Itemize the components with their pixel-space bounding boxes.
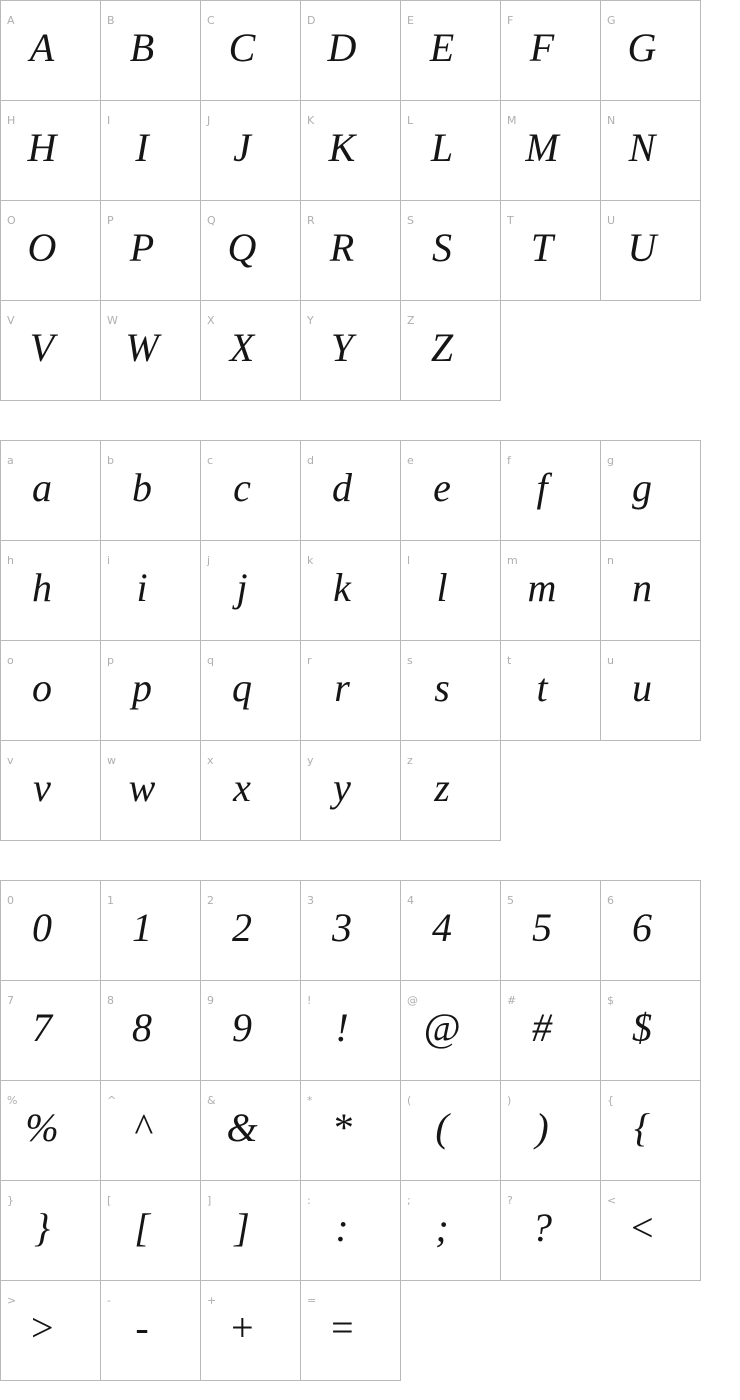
glyph-cell [201,741,301,841]
cell-label: u [607,654,614,667]
cell-label: b [107,454,114,467]
cell-glyph: k [333,565,351,610]
cell-glyph: z [434,765,450,810]
glyph-cell [501,1181,601,1281]
cell-glyph: + [228,1305,256,1350]
glyph-cell [301,201,401,301]
cell-label: ] [207,1194,212,1207]
cell-label: A [7,14,15,27]
glyph-cell [501,981,601,1081]
cell-label: O [7,214,16,227]
cell-glyph: T [530,225,554,270]
cell-label: p [107,654,114,667]
cell-glyph: C [228,25,256,70]
cell-label: e [407,454,414,467]
cell-label: [ [107,1194,112,1207]
cell-glyph: l [436,565,448,610]
cell-glyph: < [628,1205,656,1250]
glyph-cell [401,201,501,301]
cell-label: * [307,1094,313,1107]
cell-glyph: J [233,125,251,170]
glyph-cell [501,441,601,541]
cell-label: G [607,14,616,27]
cell-label: r [307,654,312,667]
glyph-cell [401,641,501,741]
cell-glyph: S [432,225,452,270]
glyph-cell [201,1181,301,1281]
cell-glyph: y [333,765,351,810]
glyph-cell [1,101,101,201]
cell-glyph: 5 [532,905,552,950]
cell-label: y [307,754,314,767]
cell-label: 2 [207,894,214,907]
glyph-cell [201,1281,301,1381]
cell-label: 3 [307,894,314,907]
cell-label: n [607,554,614,567]
glyph-cell [201,201,301,301]
cell-glyph: m [527,565,557,610]
cell-glyph: ( [435,1105,449,1150]
cell-glyph: M [525,125,559,170]
cell-label: C [207,14,215,27]
glyph-cell [301,641,401,741]
cell-glyph: a [32,465,52,510]
cell-label: % [7,1094,18,1107]
glyph-cell [1,1281,101,1381]
glyph-cell [501,201,601,301]
cell-glyph: B [129,25,155,70]
cell-glyph: 0 [32,905,52,950]
cell-label: c [207,454,214,467]
cell-label: 0 [7,894,14,907]
cell-label: m [507,554,518,567]
cell-label: R [307,214,315,227]
glyph-cell [101,441,201,541]
cell-label: I [107,114,111,127]
glyph-cell [301,981,401,1081]
cell-glyph: 4 [432,905,452,950]
cell-glyph: H [27,125,57,170]
glyph-cell [301,741,401,841]
glyph-cell [1,741,101,841]
cell-glyph: : [335,1205,349,1250]
cell-label: X [207,314,215,327]
cell-label: V [7,314,15,327]
cell-glyph: 7 [32,1005,52,1050]
cell-label: @ [407,994,418,1007]
glyph-cell [601,201,701,301]
cell-glyph: - [135,1305,149,1350]
cell-label: ! [307,994,312,1007]
glyph-cell [101,641,201,741]
cell-glyph: L [430,125,454,170]
cell-glyph: i [136,565,148,610]
cell-label: D [307,14,316,27]
cell-glyph: P [129,225,155,270]
cell-label: $ [607,994,614,1007]
glyph-cell [601,1081,701,1181]
glyph-cell [101,981,201,1081]
cell-label: } [7,1194,14,1207]
cell-glyph: e [433,465,451,510]
cell-glyph: c [233,465,251,510]
cell-glyph: 8 [132,1005,152,1050]
glyph-cell [601,541,701,641]
cell-glyph: f [536,465,548,510]
glyph-cell [1,881,101,981]
glyph-cell [301,1081,401,1181]
charmap-grid-digits-symbols [0,880,701,1381]
glyph-cell [301,441,401,541]
cell-glyph: R [329,225,355,270]
cell-label: P [107,214,114,227]
cell-glyph: [ [134,1205,150,1250]
cell-glyph: Q [227,225,257,270]
cell-label: ) [507,1094,512,1107]
cell-label: 9 [207,994,214,1007]
glyph-cell [201,441,301,541]
cell-label: = [307,1294,317,1307]
cell-glyph: ) [535,1105,549,1150]
cell-label: > [7,1294,17,1307]
cell-label: B [107,14,115,27]
cell-glyph: W [125,325,159,370]
charmap-grid-uppercase [0,0,701,401]
glyph-cell [201,541,301,641]
cell-glyph: ? [532,1205,552,1250]
glyph-cell [101,301,201,401]
glyph-cell [201,981,301,1081]
cell-label: N [607,114,616,127]
cell-glyph: d [332,465,352,510]
cell-glyph: t [536,665,548,710]
cell-label: U [607,214,616,227]
cell-label: h [7,554,14,567]
cell-glyph: D [327,25,357,70]
cell-glyph: p [132,665,152,710]
glyph-cell [301,881,401,981]
glyph-cell [101,741,201,841]
glyph-cell [101,201,201,301]
glyph-cell [101,1081,201,1181]
glyph-cell [401,1181,501,1281]
glyph-cell [301,1,401,101]
cell-label: 5 [507,894,514,907]
glyph-cell [101,541,201,641]
cell-glyph: K [328,125,356,170]
cell-label: L [407,114,414,127]
glyph-cell [201,1081,301,1181]
cell-label: ? [507,1194,513,1207]
cell-glyph: 3 [332,905,352,950]
cell-label: g [607,454,614,467]
cell-label: Z [407,314,415,327]
cell-label: 8 [107,994,114,1007]
glyph-cell [301,1281,401,1381]
cell-label: q [207,654,214,667]
cell-glyph: 6 [632,905,652,950]
glyph-cell [401,1,501,101]
cell-glyph: # [532,1005,552,1050]
cell-glyph: X [229,325,255,370]
cell-label: # [507,994,517,1007]
cell-label: - [107,1294,111,1307]
glyph-cell [1,1,101,101]
cell-glyph: Z [430,325,454,370]
cell-glyph: ] [234,1205,250,1250]
glyph-cell [601,881,701,981]
cell-label: x [207,754,214,767]
cell-label: F [507,14,514,27]
glyph-cell [401,1081,501,1181]
glyph-cell [1,981,101,1081]
glyph-cell [301,541,401,641]
glyph-cell [1,1081,101,1181]
cell-glyph: > [28,1305,56,1350]
glyph-cell [401,881,501,981]
cell-glyph: $ [632,1005,652,1050]
cell-label: ; [407,1194,411,1207]
cell-label: J [207,114,211,127]
cell-label: ^ [107,1094,117,1107]
cell-glyph: Y [330,325,354,370]
glyph-cell [601,641,701,741]
cell-label: l [407,554,411,567]
glyph-cell [201,301,301,401]
cell-glyph: A [29,25,55,70]
glyph-cell [201,641,301,741]
cell-label: : [307,1194,311,1207]
cell-glyph: E [429,25,455,70]
cell-glyph: % [25,1105,59,1150]
glyph-cell [401,541,501,641]
cell-glyph: ; [435,1205,449,1250]
glyph-cell [301,1181,401,1281]
cell-label: s [407,654,413,667]
cell-label: 7 [7,994,14,1007]
cell-label: t [507,654,512,667]
cell-label: v [7,754,14,767]
glyph-cell [401,301,501,401]
glyph-cell [501,1081,601,1181]
cell-glyph: x [233,765,251,810]
cell-glyph: F [529,25,555,70]
glyph-cell [601,441,701,541]
cell-label: 6 [607,894,614,907]
glyph-cell [501,101,601,201]
cell-glyph: o [32,665,52,710]
cell-glyph: n [632,565,652,610]
cell-label: & [207,1094,216,1107]
glyph-cell [1,301,101,401]
cell-label: T [507,214,514,227]
cell-glyph: 9 [232,1005,252,1050]
glyph-cell [201,1,301,101]
glyph-cell [1,201,101,301]
glyph-cell [601,1181,701,1281]
glyph-cell [601,101,701,201]
cell-label: K [307,114,315,127]
glyph-cell [301,301,401,401]
cell-glyph: I [135,125,149,170]
cell-glyph: } [34,1205,50,1250]
cell-glyph: u [632,665,652,710]
cell-glyph: * [332,1105,352,1150]
cell-glyph: U [627,225,657,270]
cell-glyph: s [434,665,450,710]
glyph-cell [201,881,301,981]
cell-glyph: & [226,1105,258,1150]
cell-glyph: r [334,665,350,710]
cell-label: k [307,554,314,567]
glyph-cell [301,101,401,201]
cell-glyph: b [132,465,152,510]
glyph-cell [601,981,701,1081]
cell-glyph: N [628,125,656,170]
charmap-grid-lowercase [0,440,701,841]
glyph-cell [1,641,101,741]
glyph-cell [501,1,601,101]
glyph-cell [401,981,501,1081]
cell-label: < [607,1194,617,1207]
glyph-cell [201,101,301,201]
cell-label: 4 [407,894,414,907]
cell-glyph: V [29,325,55,370]
glyph-cell [401,101,501,201]
glyph-cell [501,881,601,981]
glyph-cell [1,541,101,641]
cell-glyph: w [128,765,156,810]
cell-glyph: O [27,225,57,270]
cell-label: d [307,454,314,467]
cell-label: ( [407,1094,412,1107]
cell-glyph: { [634,1105,650,1150]
glyph-cell [601,1,701,101]
cell-glyph: 1 [132,905,152,950]
cell-label: W [107,314,118,327]
glyph-cell [501,541,601,641]
cell-label: o [7,654,14,667]
glyph-cell [401,741,501,841]
cell-glyph: = [328,1305,356,1350]
cell-label: Y [307,314,314,327]
cell-glyph: v [33,765,51,810]
cell-label: H [7,114,16,127]
glyph-cell [501,641,601,741]
cell-glyph: j [236,565,248,610]
cell-label: w [107,754,116,767]
glyph-cell [101,1281,201,1381]
glyph-cell [1,441,101,541]
cell-glyph: @ [423,1005,461,1050]
cell-label: S [407,214,414,227]
cell-label: z [407,754,413,767]
cell-label: f [507,454,511,467]
glyph-cell [101,1,201,101]
cell-glyph: G [627,25,657,70]
glyph-cell [1,1181,101,1281]
cell-label: i [107,554,111,567]
glyph-cell [101,101,201,201]
glyph-cell [101,881,201,981]
cell-glyph: ! [335,1005,349,1050]
glyph-cell [401,441,501,541]
cell-label: a [7,454,14,467]
cell-label: M [507,114,517,127]
cell-label: + [207,1294,217,1307]
cell-glyph: h [32,565,52,610]
cell-glyph: 2 [232,905,252,950]
glyph-cell [101,1181,201,1281]
cell-label: E [407,14,414,27]
cell-glyph: q [232,665,252,710]
cell-label: Q [207,214,216,227]
cell-label: 1 [107,894,114,907]
cell-label: { [607,1094,614,1107]
cell-label: j [207,554,211,567]
cell-glyph: ^ [133,1105,151,1150]
cell-glyph: g [632,465,652,510]
